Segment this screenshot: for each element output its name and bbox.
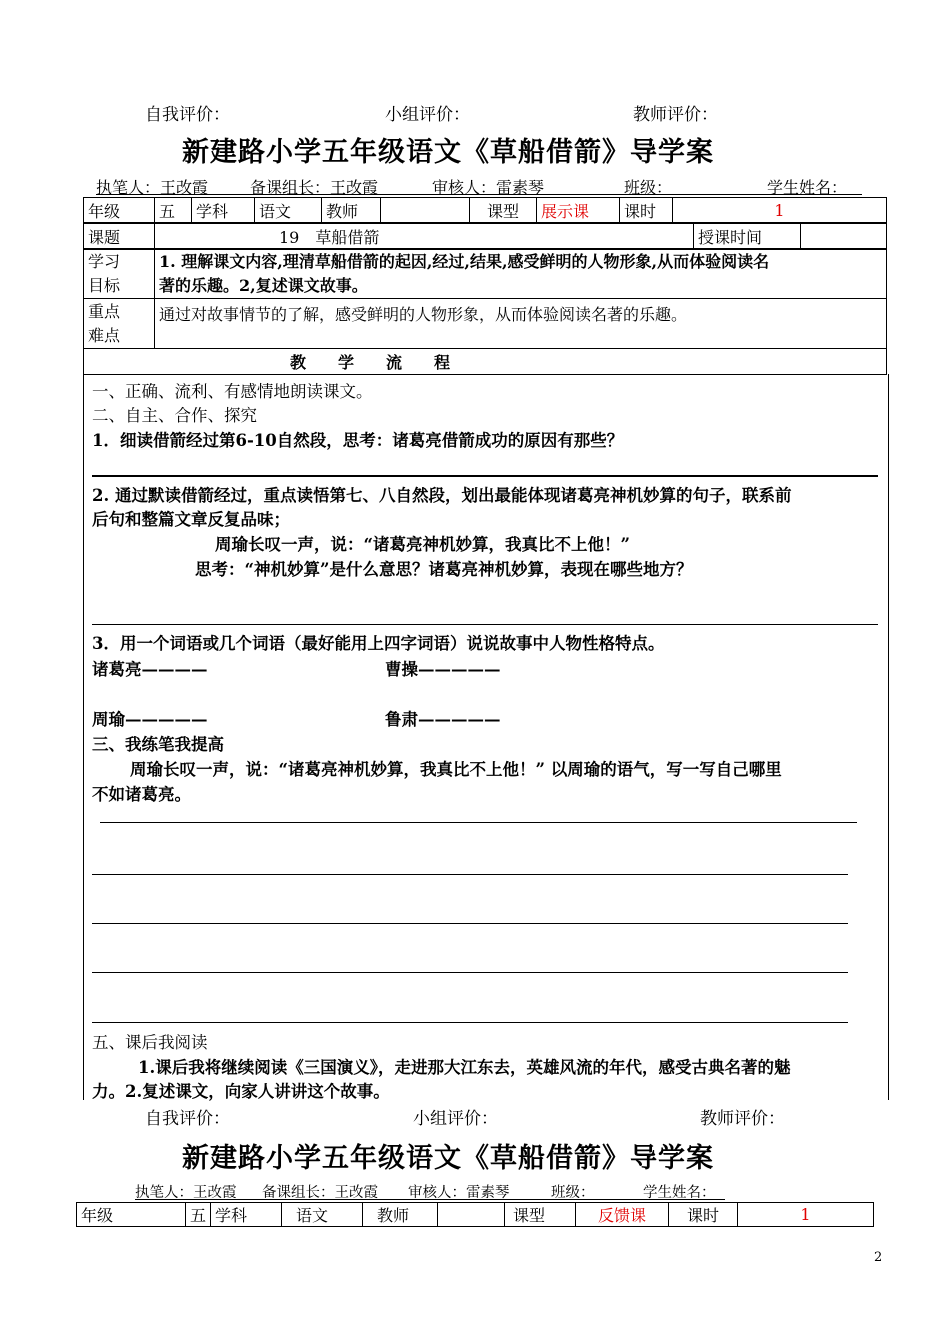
zhouyu-quote: 周瑜长叹一声，说：“诸葛亮神机妙算，我真比不上他！” — [215, 535, 630, 554]
teacher-label: 教师 — [322, 198, 381, 223]
character-zhou-yu: 周瑜————— — [92, 710, 208, 729]
hours-label-2: 课时 — [669, 1203, 738, 1227]
reading-line1: 1.课后我将继续阅读《三国演义》，走进那大江东去，英雄风流的年代，感受古典名著的魅 — [138, 1058, 791, 1077]
key-points-row — [83, 298, 887, 349]
meta-author: 执笔人：王改霞 — [96, 178, 209, 197]
lesson-type-label-2: 课型 — [505, 1203, 576, 1227]
meta-student: 学生姓名： — [767, 178, 848, 197]
teaching-time-value — [801, 224, 887, 249]
subject-label: 学科 — [192, 198, 255, 223]
topic-label: 课题 — [84, 224, 155, 249]
flow-header-row — [83, 348, 887, 375]
section-5: 五、课后我阅读 — [92, 1033, 208, 1052]
meta-student-2: 学生姓名： — [643, 1185, 716, 1201]
question-2-line1: 2. 通过默读借箭经过，重点读悟第七、八自然段，划出最能体现诸葛亮神机妙算的句子，联系前 — [92, 486, 792, 505]
lesson-type-label: 课型 — [470, 198, 537, 223]
group-evaluation-label: 小组评价： — [385, 105, 470, 125]
goals-label: 学习 目标 — [84, 250, 155, 299]
group-evaluation-label-2: 小组评价： — [413, 1109, 498, 1129]
lesson-type-value-2: 反馈课 — [576, 1203, 669, 1227]
meta-class-2: 班级： — [551, 1185, 595, 1201]
grade-value-2: 五 — [186, 1203, 211, 1227]
reading-line2: 力。2.复述课文，向家人讲讲这个故事。 — [92, 1082, 390, 1101]
topic-value: 19 草船借箭 — [155, 224, 694, 249]
meta-reviewer: 审核人：雷素琴 — [432, 178, 545, 197]
meta-class: 班级： — [624, 178, 673, 197]
meta-leader-2: 备课组长：王改霞 — [262, 1185, 378, 1201]
teacher-evaluation-label: 教师评价： — [633, 105, 718, 125]
document-title: 新建路小学五年级语文《草船借箭》导学案 — [182, 137, 714, 168]
teacher-evaluation-label-2: 教师评价： — [700, 1109, 785, 1129]
key-points-text: 通过对故事情节的了解，感受鲜明的人物形象，从而体验阅读名著的乐趣。 — [155, 299, 887, 349]
teacher-label-2: 教师 — [363, 1203, 438, 1227]
flow-header: 教 学 流 程 — [84, 349, 887, 375]
lesson-info-table-2 — [76, 1202, 874, 1227]
character-lu-su: 鲁肃————— — [385, 710, 501, 729]
teacher-value-2 — [438, 1203, 505, 1227]
document-title-2: 新建路小学五年级语文《草船借箭》导学案 — [182, 1143, 714, 1174]
self-evaluation-label: 自我评价： — [145, 105, 230, 125]
lesson-type-value: 展示课 — [537, 198, 620, 223]
character-zhuge-liang: 诸葛亮———— — [92, 660, 208, 679]
key-points-label: 重点 难点 — [84, 299, 155, 349]
goals-text: 1. 理解课文内容,理清草船借箭的起因,经过,结果,感受鲜明的人物形象,从而体验阅读名 著的乐趣。2,复述课文故事。 — [155, 250, 887, 299]
practice-line1: 周瑜长叹一声，说：“诸葛亮神机妙算，我真比不上他！” 以周瑜的语气，写一写自己哪里 — [130, 760, 782, 779]
question-1: 1．细读借箭经过第6-10自然段，思考：诸葛亮借箭成功的原因有那些？ — [92, 431, 624, 450]
subject-value-2: 语文 — [282, 1203, 363, 1227]
practice-line2: 不如诸葛亮。 — [92, 785, 191, 804]
topic-row — [83, 223, 887, 249]
hours-value-2: 1 — [738, 1203, 874, 1227]
subject-label-2: 学科 — [211, 1203, 282, 1227]
meta-author-2: 执笔人：王改霞 — [135, 1185, 237, 1201]
teaching-time-label: 授课时间 — [694, 224, 801, 249]
page-number: 2 — [874, 1250, 883, 1265]
self-evaluation-label-2: 自我评价： — [145, 1109, 230, 1129]
hours-label: 课时 — [620, 198, 673, 223]
meta-leader: 备课组长：王改霞 — [250, 178, 379, 197]
lesson-info-table — [83, 197, 887, 223]
think-question: 思考：“神机妙算”是什么意思？诸葛亮神机妙算，表现在哪些地方？ — [195, 560, 693, 579]
grade-label-2: 年级 — [77, 1203, 186, 1227]
section-3: 三、我练笔我提高 — [92, 735, 224, 754]
question-3: 3．用一个词语或几个词语（最好能用上四字词语）说说故事中人物性格特点。 — [92, 634, 665, 653]
subject-value: 语文 — [255, 198, 322, 223]
section-2: 二、自主、合作、探究 — [92, 406, 257, 425]
meta-reviewer-2: 审核人：雷素琴 — [408, 1185, 510, 1201]
character-cao-cao: 曹操————— — [385, 660, 501, 679]
goals-row — [83, 249, 887, 299]
grade-value: 五 — [155, 198, 192, 223]
grade-label: 年级 — [84, 198, 155, 223]
teacher-value — [381, 198, 470, 223]
question-2-line2: 后句和整篇文章反复品味； — [92, 510, 290, 529]
hours-value: 1 — [673, 198, 887, 223]
section-1: 一、正确、流利、有感情地朗读课文。 — [92, 382, 373, 401]
